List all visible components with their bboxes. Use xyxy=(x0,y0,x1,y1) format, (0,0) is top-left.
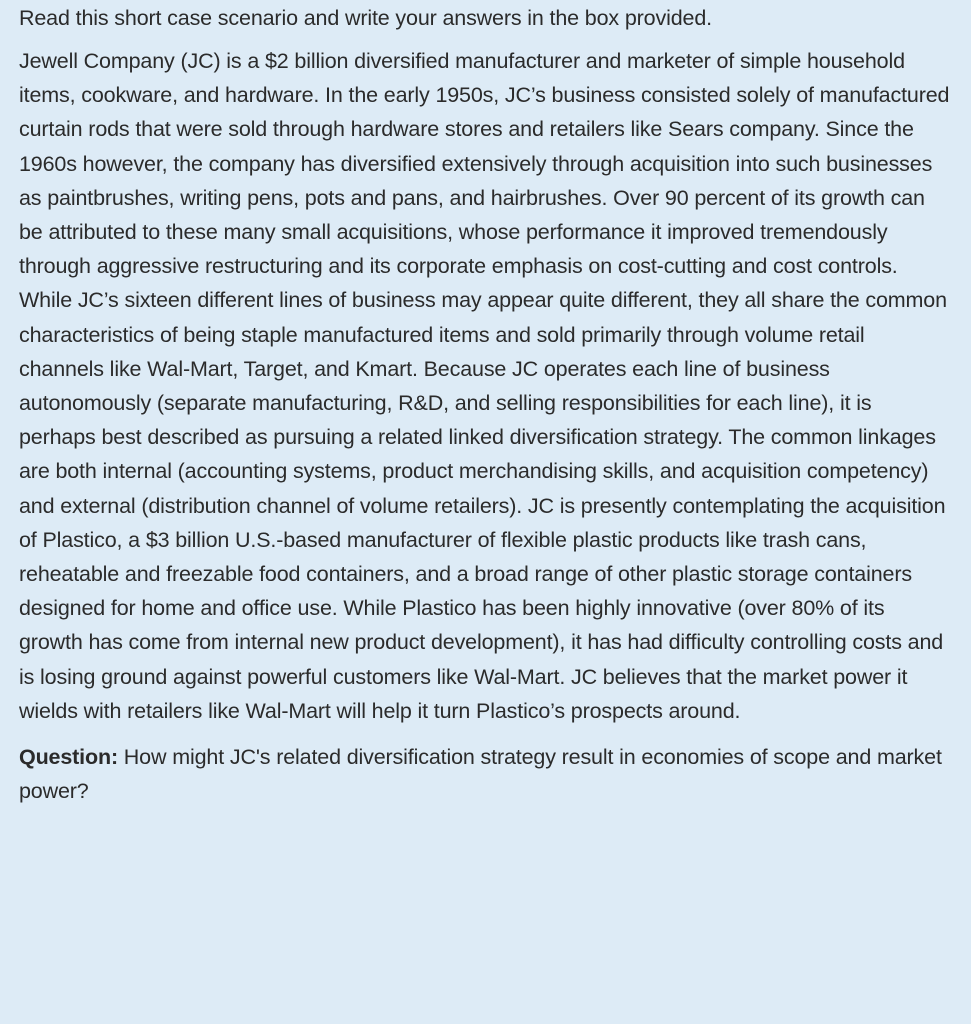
question-label: Question: xyxy=(19,745,118,770)
instruction-text: Read this short case scenario and write your answers in the box provided. xyxy=(19,6,712,30)
question-paragraph xyxy=(19,740,952,808)
question-text: How might JC's related diversification strategy result in economies of scope and market power? xyxy=(19,745,942,804)
case-scenario-text: Jewell Company (JC) is a $2 billion diversified manufacturer and marketer of simple household items, cookware, and hardware. In the early 1950s, JC’s business consisted solely of manufactured curtain rods that were sold through hardware stores and retailers like Sears company. Since the 1960s however, the company has diversified extensively through acquisition into such businesses as paintbrushes, writing pens, pots and pans, and hairbrushes. Over 90 percent of its growth can be attributed to these many small acquisitions, whose performance it improved tremendously through aggressive restructuring and its corporate emphasis on cost-cutting and cost controls. While JC’s sixteen different lines of business may appear quite different, they all share the common characteristics of being staple manufactured items and sold primarily through volume retail channels like Wal-Mart, Target, and Kmart. Because JC operates each line of business autonomously (separate manufacturing, R&D, and selling responsibilities for each line), it is perhaps best described as pursuing a related linked diversification strategy. The common linkages are both internal (accounting systems, product merchandising skills, and acquisition competency) and external (distribution channel of volume retailers). JC is presently contemplating the acquisition of Plastico, a $3 billion U.S.-based manufacturer of flexible plastic products like trash cans, reheatable and freezable food containers, and a broad range of other plastic storage containers designed for home and office use. While Plastico has been highly innovative (over 80% of its growth has come from internal new product development), it has had difficulty controlling costs and is losing ground against powerful customers like Wal-Mart. JC believes that the market power it wields with retailers like Wal-Mart will help it turn Plastico’s prospects around. xyxy=(19,49,950,723)
